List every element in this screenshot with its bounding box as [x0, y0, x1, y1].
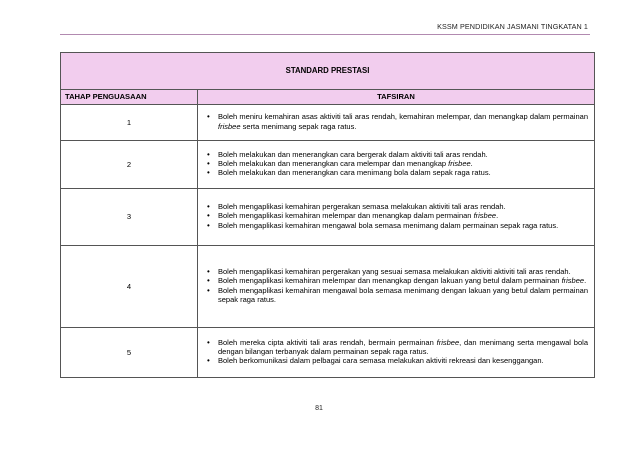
list-item: • Boleh mengaplikasi kemahiran melempar dan menangkap dalam permainan frisbee. — [204, 211, 588, 220]
level-cell: 2 — [61, 141, 198, 189]
description-list — [204, 112, 588, 130]
running-header: KSSM PENDIDIKAN JASMANI TINGKATAN 1 — [437, 22, 588, 31]
description-cell — [198, 189, 595, 246]
table-row — [61, 189, 595, 246]
description-list — [204, 267, 588, 304]
standard-prestasi-table — [60, 52, 595, 378]
table-row — [61, 105, 595, 141]
table-title: STANDARD PRESTASI — [61, 53, 595, 90]
table-row — [61, 141, 595, 189]
description-list — [204, 202, 588, 230]
list-item: • Boleh mereka cipta aktiviti tali aras rendah, bermain permainan frisbee, dan menimang serta mengawal bola dengan bilangan terbanyak dalam permainan sepak raga ratus. — [204, 338, 588, 356]
header-rule — [60, 34, 590, 35]
list-item: • Boleh melakukan dan menerangkan cara bergerak dalam aktiviti tali aras rendah. — [204, 150, 588, 159]
list-item: • Boleh melakukan dan menerangkan cara menimang bola dalam sepak raga ratus. — [204, 168, 588, 177]
list-item: • Boleh mengaplikasi kemahiran mengawal bola semasa menimang dalam permainan sepak raga ratus. — [204, 221, 588, 230]
description-list — [204, 338, 588, 366]
list-item: • Boleh mengaplikasi kemahiran pergerakan semasa melakukan aktiviti tali aras rendah. — [204, 202, 588, 211]
column-header-level: TAHAP PENGUASAAN — [61, 90, 198, 105]
column-header-description: TAFSIRAN — [198, 90, 595, 105]
list-item: • Boleh mengaplikasi kemahiran mengawal bola semasa menimang dengan lakuan yang betul dalam permainan sepak raga ratus. — [204, 286, 588, 304]
list-item: • Boleh melakukan dan menerangkan cara melempar dan menangkap frisbee. — [204, 159, 588, 168]
list-item: • Boleh mengaplikasi kemahiran melempar dan menangkap dengan lakuan yang betul dalam permainan frisbee. — [204, 276, 588, 285]
description-cell — [198, 246, 595, 328]
list-item: • Boleh mengaplikasi kemahiran pergerakan yang sesuai semasa melakukan aktiviti aktiviti tali aras rendah. — [204, 267, 588, 276]
description-cell — [198, 105, 595, 141]
description-cell — [198, 328, 595, 378]
table-row — [61, 328, 595, 378]
level-cell: 3 — [61, 189, 198, 246]
table-row — [61, 246, 595, 328]
description-cell — [198, 141, 595, 189]
description-list — [204, 150, 588, 178]
level-cell: 4 — [61, 246, 198, 328]
page-number: 81 — [315, 405, 323, 412]
list-item: • Boleh berkomunikasi dalam pelbagai cara semasa melakukan aktiviti rekreasi dan kesenggangan. — [204, 356, 588, 365]
level-cell: 5 — [61, 328, 198, 378]
level-cell: 1 — [61, 105, 198, 141]
list-item: • Boleh meniru kemahiran asas aktiviti tali aras rendah, kemahiran melempar, dan menangkap dalam permainan frisbee serta menimang sepak raga ratus. — [204, 112, 588, 130]
